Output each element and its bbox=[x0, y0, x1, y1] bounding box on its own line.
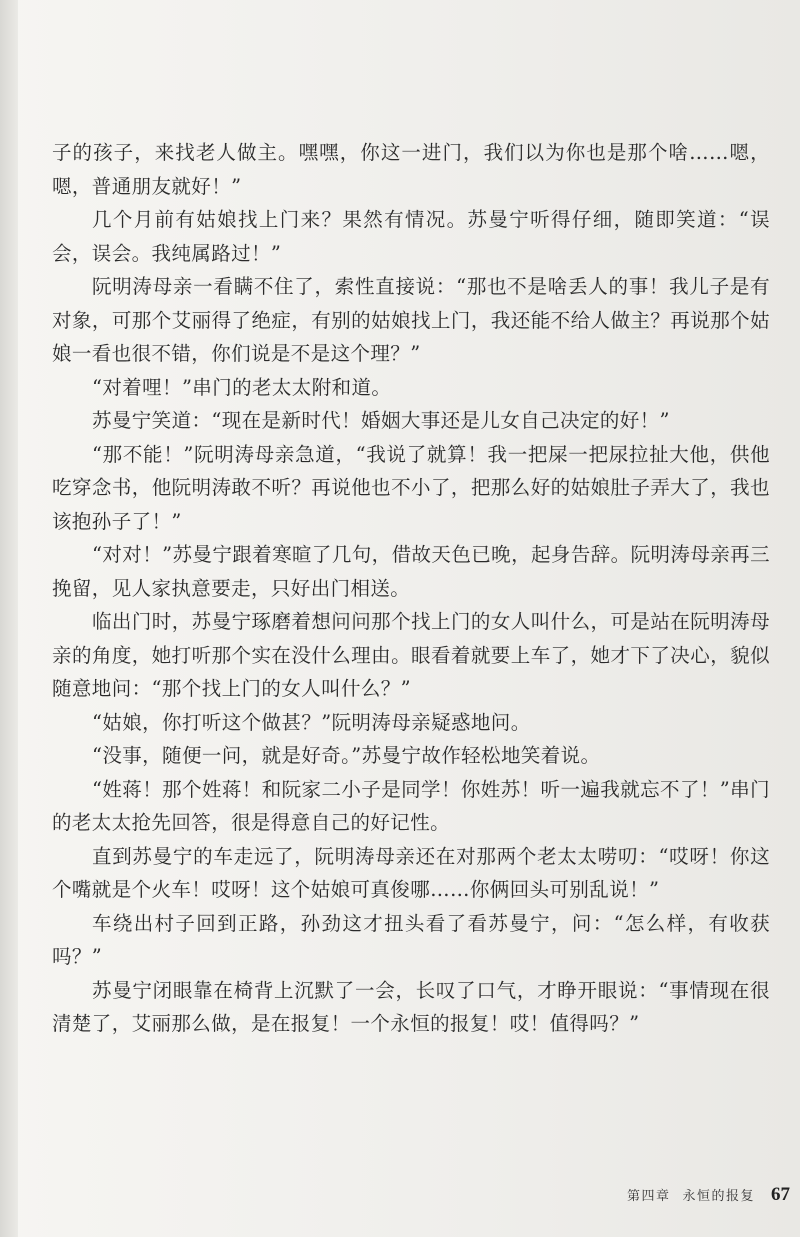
paragraph: 几个月前有姑娘找上门来？果然有情况。苏曼宁听得仔细，随即笑道：“误会，误会。我纯属路过！” bbox=[52, 208, 770, 265]
paragraph: “姓蒋！那个姓蒋！和阮家二小子是同学！你姓苏！听一遍我就忘不了！”串门的老太太抢先回答，很是得意自己的好记性。 bbox=[52, 777, 770, 834]
paragraph: “对着哩！”串门的老太太附和道。 bbox=[91, 375, 392, 399]
page-gutter-shadow bbox=[0, 0, 18, 1237]
body-text bbox=[52, 136, 770, 1041]
paragraph: “没事，随便一问，就是好奇。”苏曼宁故作轻松地笑着说。 bbox=[91, 744, 601, 767]
page-number: 67 bbox=[771, 1184, 790, 1205]
footer-chapter: 第四章 bbox=[626, 1189, 671, 1204]
paragraph: 苏曼宁笑道：“现在是新时代！婚姻大事还是儿女自己决定的好！” bbox=[91, 409, 670, 432]
paragraph: 临出门时，苏曼宁琢磨着想问问那个找上门的女人叫什么，可是站在阮明涛母亲的角度，她打听那个实在没什么理由。眼看着就要上车了，她才下了决心，貌似随意地问：“那个找上门的女人叫什么？” bbox=[52, 610, 770, 700]
footer-chapter-title: 永恒的报复 bbox=[682, 1189, 755, 1204]
paragraph: 阮明涛母亲一看瞒不住了，索性直接说：“那也不是啥丢人的事！我儿子是有对象，可那个艾丽得了绝症，有别的姑娘找上门，我还能不给人做主？再说那个姑娘一看也很不错，你们说是不是这个理？” bbox=[52, 275, 770, 365]
paragraph: 车绕出村子回到正路，孙劲这才扭头看了看苏曼宁，问：“怎么样，有收获吗？” bbox=[52, 911, 770, 968]
running-footer bbox=[560, 1184, 790, 1208]
paragraph: “姑娘，你打听这个做甚？”阮明涛母亲疑惑地问。 bbox=[91, 710, 531, 734]
paragraph: 苏曼宁闭眼靠在椅背上沉默了一会，长叹了口气，才睁开眼说：“事情现在很清楚了，艾丽那么做，是在报复！一个永恒的报复！哎！值得吗？” bbox=[52, 978, 770, 1035]
paragraph: “那不能！”阮明涛母亲急道，“我说了就算！我一把屎一把尿拉扯大他，供他吃穿念书，他阮明涛敢不听？再说他也不小了，把那么好的姑娘肚子弄大了，我也该抱孙子了！” bbox=[52, 442, 770, 533]
paragraph: 子的孩子，来找老人做主。嘿嘿，你这一进门，我们以为你也是那个啥……嗯，嗯，普通朋友就好！” bbox=[52, 141, 770, 198]
paragraph: “对对！”苏曼宁跟着寒暄了几句，借故天色已晚，起身告辞。阮明涛母亲再三挽留，见人家执意要走，只好出门相送。 bbox=[52, 543, 770, 600]
paragraph: 直到苏曼宁的车走远了，阮明涛母亲还在对那两个老太太唠叨：“哎呀！你这个嘴就是个火车！哎呀！这个姑娘可真俊哪……你俩回头可别乱说！” bbox=[52, 844, 770, 901]
